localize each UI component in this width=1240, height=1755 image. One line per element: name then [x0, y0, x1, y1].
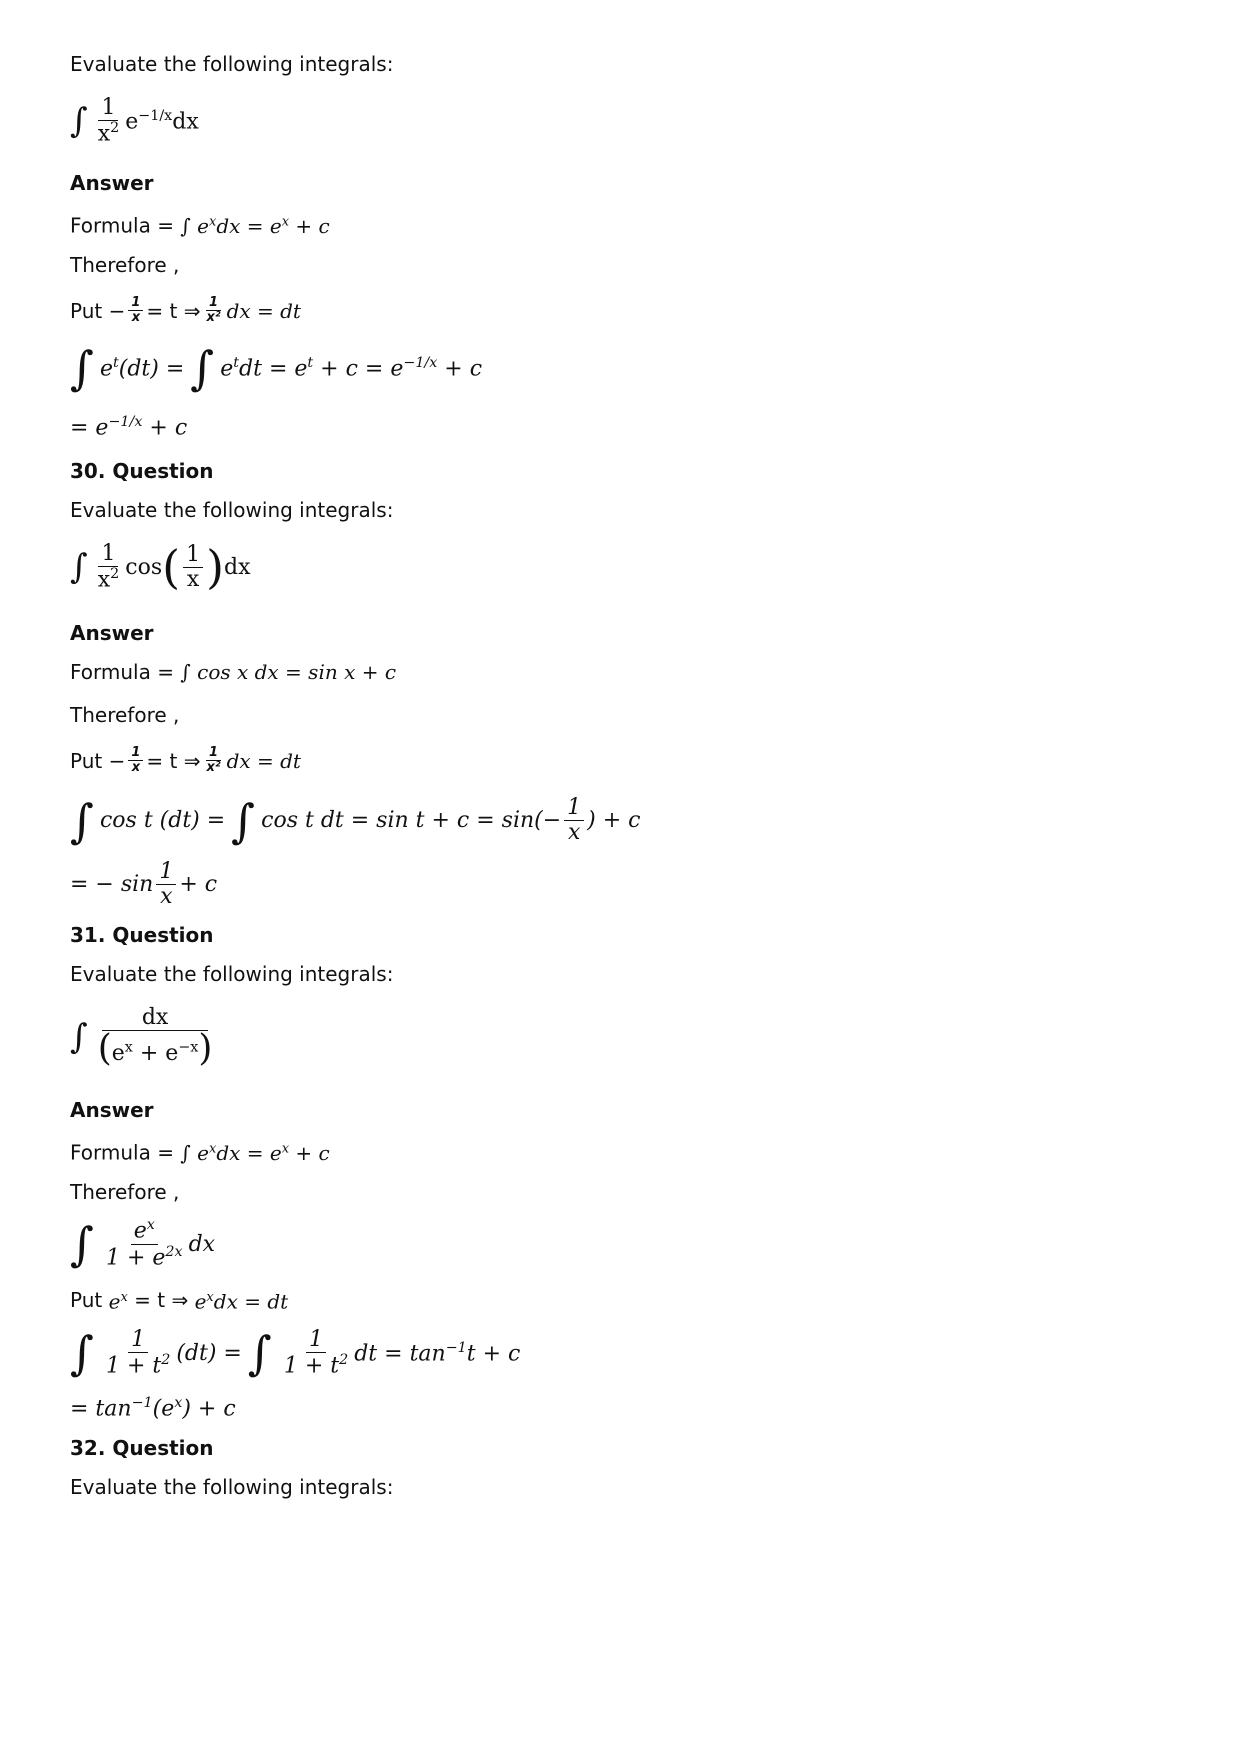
document-page: [70, 0, 1170, 1755]
formula-label: Formula =: [70, 213, 174, 238]
final-result: = $e^{-1/x} + c$: [70, 414, 188, 441]
integral-expression: ∫ $\frac{dx}{(e^x + e^{-x})}$: [70, 1005, 213, 1070]
formula-expression: ∫ $e^xdx = e^x + c$: [180, 1140, 330, 1165]
question-prompt: Evaluate the following integrals:: [70, 52, 394, 76]
formula-expression: ∫ cos x dx = sin x + c: [180, 660, 397, 684]
question-heading: 32. Question: [70, 1436, 214, 1460]
formula-line: [70, 1137, 330, 1165]
final-result: = $\tan^{-1}(e^x) + c$: [70, 1395, 236, 1422]
question-prompt: Evaluate the following integrals:: [70, 962, 394, 986]
rewritten-integral: ∫ $\frac{e^x}{1 + e^{2x}}$ dx: [70, 1217, 216, 1272]
formula-line: [70, 210, 330, 238]
substitution-line: Put $e^x$ = t ⇒ $e^xdx$ = dt: [70, 1287, 289, 1314]
formula-expression: ∫ $e^xdx = e^x + c$: [180, 213, 330, 238]
solution-step: ∫ cos t (dt) = ∫ cos t dt = sin t + c = sin(− $\frac{1}{x}$ ) + c: [70, 793, 641, 848]
integral-expression: ∫ $\frac{1}{x^2}$ $e^{-1/x}dx$: [70, 95, 199, 147]
answer-label: Answer: [70, 171, 154, 195]
substitution-line: Put − $\frac{1}{x}$ = t ⇒ $\frac{1}{\text{x²}}$ dx = dt: [70, 745, 301, 776]
substitution-line: Put − $\frac{1}{x}$ = t ⇒ $\frac{1}{\text{x²}}$ dx = dt: [70, 295, 301, 326]
formula-label: Formula =: [70, 660, 174, 684]
answer-label: Answer: [70, 1098, 154, 1122]
integral-expression: ∫ $\frac{1}{x^2}$ cos ( $\frac{1}{x}$ ) dx: [70, 540, 251, 595]
put-label: Put: [70, 1287, 103, 1312]
solution-step: ∫ $\frac{1}{1 + t^2}$ (dt) = ∫ $\frac{1}{1 + t^2}$ dt = $\tan^{-1}t + c$: [70, 1326, 521, 1381]
question-prompt: Evaluate the following integrals:: [70, 498, 394, 522]
therefore-text: Therefore ,: [70, 1180, 180, 1204]
question-prompt: Evaluate the following integrals:: [70, 1475, 394, 1499]
question-heading: 30. Question: [70, 459, 214, 483]
therefore-text: Therefore ,: [70, 253, 180, 277]
formula-label: Formula =: [70, 1140, 174, 1165]
question-heading: 31. Question: [70, 923, 214, 947]
put-label: Put: [70, 298, 103, 323]
therefore-text: Therefore ,: [70, 703, 180, 727]
solution-step: ∫ $e^t(dt)$ = ∫ $e^tdt = e^t + c = e^{-1/x} + c$: [70, 341, 483, 395]
answer-label: Answer: [70, 621, 154, 645]
put-label: Put: [70, 748, 103, 773]
final-result: = − sin $\frac{1}{x}$ + c: [70, 859, 218, 910]
formula-line: [70, 660, 396, 684]
